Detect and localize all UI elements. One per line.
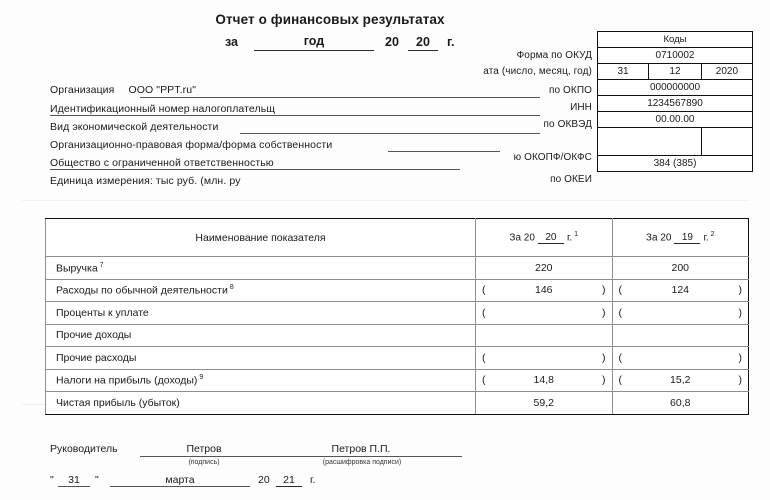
row-label-footnote: 8 bbox=[229, 284, 234, 291]
table-row bbox=[46, 347, 749, 370]
codes-value-okei[interactable]: 384 (385) bbox=[598, 156, 753, 172]
row-label bbox=[46, 392, 476, 415]
codes-row-okud bbox=[598, 48, 753, 64]
table-row bbox=[46, 324, 749, 347]
field-organization-underline bbox=[140, 97, 540, 98]
row-value-previous[interactable] bbox=[612, 369, 749, 392]
row-value-current-text: 146 bbox=[534, 284, 553, 297]
signature-caption: (подпись) bbox=[188, 459, 220, 466]
codes-row-inn bbox=[598, 96, 753, 112]
codes-header-row bbox=[598, 32, 753, 48]
row-value-previous-text: 15,2 bbox=[670, 374, 691, 387]
paren-close: ) bbox=[738, 306, 742, 319]
row-value-previous-text: 124 bbox=[671, 284, 690, 297]
field-unit-of-measure-label: Единица измерения: тыс руб. (млн. ру bbox=[50, 175, 241, 187]
header-period-previous-footnote: 2 bbox=[710, 230, 715, 238]
caption-okpo: по ОКПО bbox=[548, 85, 592, 96]
table-header-row bbox=[46, 219, 749, 257]
row-value-current[interactable] bbox=[476, 279, 613, 302]
row-label-text: Прочие расходы bbox=[56, 351, 137, 364]
paren-close: ) bbox=[602, 374, 606, 387]
row-value-previous[interactable] bbox=[612, 392, 749, 415]
codes-table bbox=[597, 31, 753, 172]
row-value-current[interactable] bbox=[476, 347, 613, 370]
table-row bbox=[46, 279, 749, 302]
codes-value-year[interactable]: 2020 bbox=[701, 64, 752, 80]
header-period-previous-year[interactable]: 19 bbox=[674, 232, 700, 244]
caption-inn: ИНН bbox=[570, 102, 592, 113]
header-period-previous-prefix: За 20 bbox=[645, 232, 672, 244]
row-label bbox=[46, 369, 476, 392]
field-organization bbox=[50, 84, 196, 96]
paren-close: ) bbox=[602, 284, 606, 297]
paren-open: ( bbox=[618, 306, 622, 319]
paren-close: ) bbox=[602, 306, 606, 319]
header-period-current-prefix: За 20 bbox=[509, 232, 535, 244]
date-month-underline bbox=[110, 486, 250, 487]
codes-value-okved[interactable]: 00.00.00 bbox=[598, 112, 753, 128]
signature-fullname-underline bbox=[262, 456, 462, 457]
row-label bbox=[46, 324, 476, 347]
field-okved-underline bbox=[240, 133, 540, 134]
period-year-short[interactable]: 20 bbox=[416, 35, 430, 49]
field-legal-form-value bbox=[50, 157, 274, 169]
row-label-text: Налоги на прибыль (доходы) bbox=[56, 374, 198, 387]
table-row bbox=[46, 369, 749, 392]
field-okved-label: Вид экономической деятельности bbox=[50, 121, 219, 133]
field-legal-form-underline bbox=[388, 151, 500, 152]
financial-indicators-table bbox=[45, 218, 749, 415]
codes-value-okpo[interactable]: 000000000 bbox=[598, 80, 753, 96]
field-organization-label: Организация bbox=[50, 84, 115, 96]
paren-open: ( bbox=[482, 306, 486, 319]
table-row bbox=[46, 392, 749, 415]
row-label bbox=[46, 257, 476, 280]
signature-role-label: Руководитель bbox=[50, 443, 118, 455]
caption-okud: Форма по ОКУД bbox=[516, 50, 592, 61]
paren-close: ) bbox=[738, 351, 742, 364]
field-unit-of-measure bbox=[50, 175, 241, 187]
header-period-previous bbox=[612, 219, 749, 257]
date-day-value[interactable]: 31 bbox=[68, 474, 80, 486]
row-value-previous-text: 60,8 bbox=[670, 396, 691, 409]
separator-top bbox=[22, 200, 749, 201]
paren-open: ( bbox=[482, 351, 486, 364]
table-row bbox=[46, 302, 749, 325]
field-inn-label: Идентификационный номер налогоплательщ bbox=[50, 103, 276, 115]
caption-okei: по ОКЕИ bbox=[550, 174, 592, 185]
table-row bbox=[46, 257, 749, 280]
signature-fullname-caption: (расшифровка подписи) bbox=[322, 459, 402, 466]
row-label-text: Чистая прибыль (убыток) bbox=[56, 396, 180, 409]
codes-header-cell: Коды bbox=[598, 32, 753, 48]
row-label bbox=[46, 279, 476, 302]
field-legal-form-label: Организационно-правовая форма/форма собственности bbox=[50, 139, 333, 151]
codes-row-okpo bbox=[598, 80, 753, 96]
field-okved bbox=[50, 121, 218, 133]
field-legal-form-value-underline bbox=[50, 169, 460, 170]
row-label-text: Прочие доходы bbox=[56, 329, 132, 342]
date-day-underline bbox=[58, 486, 90, 487]
row-value-current-text: 220 bbox=[534, 261, 553, 274]
row-value-current[interactable] bbox=[476, 257, 613, 280]
caption-okved: по ОКВЭД bbox=[543, 119, 592, 130]
date-quote-close: " bbox=[95, 474, 99, 486]
date-year-underline bbox=[276, 486, 302, 487]
signature-underline bbox=[140, 456, 268, 457]
paren-open: ( bbox=[618, 374, 622, 387]
row-value-previous[interactable] bbox=[612, 347, 749, 370]
codes-value-day[interactable]: 31 bbox=[598, 64, 649, 80]
date-century: 20 bbox=[258, 474, 270, 486]
paren-close: ) bbox=[602, 351, 606, 364]
header-period-current-year[interactable]: 20 bbox=[538, 232, 564, 244]
row-value-previous[interactable] bbox=[612, 324, 749, 347]
codes-value-okfs[interactable] bbox=[701, 128, 752, 156]
header-indicator-name: Наименование показателя bbox=[46, 219, 476, 257]
caption-date: ата (число, месяц, год) bbox=[483, 66, 592, 77]
header-period-current-suffix: г. bbox=[566, 232, 573, 244]
date-quote-open: " bbox=[50, 474, 54, 486]
period-value[interactable]: год bbox=[303, 34, 325, 48]
page-title: Отчет о финансовых результатах bbox=[215, 12, 445, 27]
row-label-text: Проценты к уплате bbox=[56, 306, 149, 319]
period-prefix-label: за bbox=[225, 35, 239, 49]
field-legal-form-value-text[interactable]: Общество с ограниченной ответственностью bbox=[50, 157, 274, 169]
codes-value-okud[interactable]: 0710002 bbox=[598, 48, 753, 64]
period-century: 20 bbox=[385, 35, 399, 49]
row-label-footnote: 7 bbox=[99, 261, 104, 269]
paren-open: ( bbox=[482, 374, 486, 387]
field-inn-underline bbox=[50, 115, 540, 116]
row-value-current[interactable] bbox=[476, 369, 613, 392]
field-inn bbox=[50, 103, 275, 115]
row-value-previous[interactable] bbox=[612, 257, 749, 280]
field-organization-value[interactable]: ООО "PPT.ru" bbox=[128, 84, 197, 96]
header-period-previous-suffix: г. bbox=[703, 232, 709, 244]
date-month-value[interactable]: марта bbox=[165, 474, 195, 486]
codes-row-okopf-okfs bbox=[598, 128, 753, 156]
header-period-current-footnote: 1 bbox=[574, 230, 579, 238]
codes-value-month[interactable]: 12 bbox=[649, 64, 702, 80]
row-label-text: Выручка bbox=[56, 262, 98, 274]
row-value-current-text: 14,8 bbox=[533, 374, 554, 387]
period-underline bbox=[254, 50, 374, 51]
codes-row-okved bbox=[598, 112, 753, 128]
row-value-current[interactable] bbox=[476, 324, 613, 347]
paren-open: ( bbox=[618, 351, 622, 364]
row-value-current[interactable] bbox=[476, 302, 613, 325]
date-year-suffix: г. bbox=[310, 474, 316, 486]
row-value-previous-text: 200 bbox=[671, 261, 690, 274]
codes-row-date bbox=[598, 64, 753, 80]
row-label bbox=[46, 347, 476, 370]
signature-value[interactable]: Петров bbox=[186, 443, 222, 455]
paren-close: ) bbox=[738, 284, 742, 297]
header-period-current bbox=[476, 219, 613, 257]
paren-close: ) bbox=[738, 374, 742, 387]
row-value-current-text: 59,2 bbox=[533, 396, 554, 409]
signature-fullname-value[interactable]: Петров П.П. bbox=[331, 443, 391, 455]
row-value-previous[interactable] bbox=[612, 302, 749, 325]
codes-value-okopf[interactable] bbox=[598, 128, 702, 156]
row-label bbox=[46, 302, 476, 325]
caption-okopf-okfs: ю ОКОПФ/ОКФС bbox=[513, 152, 592, 163]
row-label-footnote: 9 bbox=[199, 374, 204, 381]
row-value-current[interactable] bbox=[476, 392, 613, 415]
period-year-suffix: г. bbox=[447, 35, 455, 49]
row-value-previous[interactable] bbox=[612, 279, 749, 302]
row-label-text: Расходы по обычной деятельности bbox=[56, 284, 228, 297]
codes-row-okei bbox=[598, 156, 753, 172]
paren-open: ( bbox=[482, 284, 486, 297]
field-legal-form bbox=[50, 139, 332, 151]
date-year-short[interactable]: 21 bbox=[283, 474, 295, 486]
paren-open: ( bbox=[618, 284, 622, 297]
codes-value-inn[interactable]: 1234567890 bbox=[598, 96, 753, 112]
